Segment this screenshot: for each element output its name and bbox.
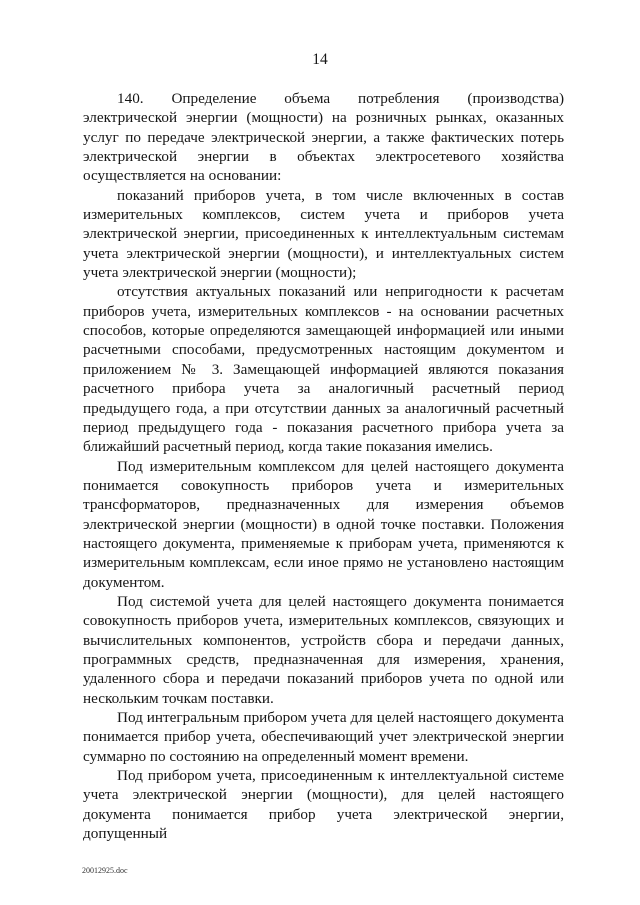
- paragraph-metering-system: Под системой учета для целей настоящего документа понимается совокупность приборов учета, измерительных комплексов, связующих и вычислительных компонентов, устройств сбора и передачи данных, программных средств, предназначенная для измерения, хранения, удаленного сбора и передачи показаний приборов учета по одной или нескольким точкам поставки.: [83, 592, 564, 707]
- page-number: 14: [312, 51, 328, 68]
- body-text: [83, 89, 564, 843]
- paragraph-missing-readings: отсутствия актуальных показаний или непригодности к расчетам приборов учета, измерительных комплексов - на основании расчетных способов, которые определяются замещающей информацией или иными расчетными способами, предусмотренных настоящим документом и приложением № 3. Замещающей информацией являются показания расчетного прибора учета за аналогичный расчетный период предыдущего года, а при отсутствии данных за аналогичный расчетный период предыдущего года - показания расчетного прибора учета за ближайший расчетный период, когда такие показания имелись.: [83, 283, 564, 456]
- paragraph-measuring-complex: Под измерительным комплексом для целей настоящего документа понимается совокупность приборов учета и измерительных трансформаторов, предназначенных для измерения объемов электрической энергии (мощности) в одной точке поставки. Положения настоящего документа, применяемые к приборам учета, применяются к измерительным комплексам, если иное прямо не установлено настоящим документом.: [83, 457, 564, 591]
- footer-filename: 20012925.doc: [82, 866, 128, 875]
- paragraph-meter-readings: показаний приборов учета, в том числе включенных в состав измерительных комплексов, систем учета и приборов учета электрической энергии, присоединенных к интеллектуальным системам учета электрической энергии (мощности), и интеллектуальных систем учета электрической энергии (мощности);: [83, 186, 564, 282]
- paragraph-connected-meter: Под прибором учета, присоединенным к интеллектуальной системе учета электрической энергии (мощности), для целей настоящего документа понимается прибор учета электрической энергии, допущенный: [83, 767, 564, 843]
- paragraph-integral-meter: Под интегральным прибором учета для целей настоящего документа понимается прибор учета, обеспечивающий учет электрической энергии суммарно по состоянию на определенный момент времени.: [83, 709, 564, 765]
- paragraph-140-intro: 140. Определение объема потребления (производства) электрической энергии (мощности) на розничных рынках, оказанных услуг по передаче электрической энергии, а также фактических потерь электрической энергии в объектах электросетевого хозяйства осуществляется на основании:: [83, 90, 564, 185]
